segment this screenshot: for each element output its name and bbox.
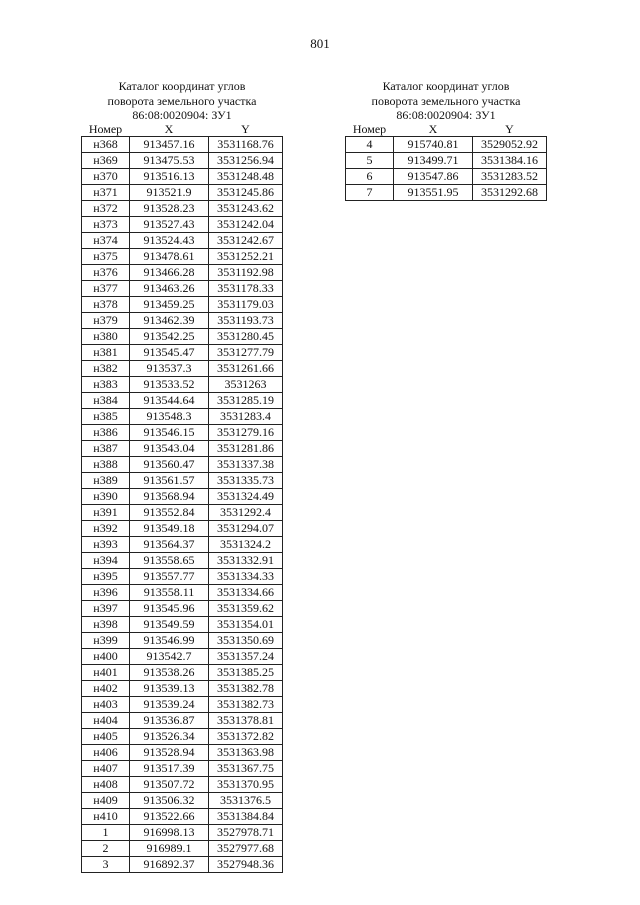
table-row: [82, 296, 283, 312]
column-header-x: X: [428, 121, 438, 136]
cell-x: 913478.61: [130, 248, 209, 264]
cell-x: 913546.15: [130, 424, 209, 440]
table-row: [82, 744, 283, 760]
table-row: [82, 632, 283, 648]
cell-x: 913536.87: [130, 712, 209, 728]
cell-x: 913507.72: [130, 776, 209, 792]
cell-point-number: н379: [82, 312, 130, 328]
cell-x: 913539.24: [130, 696, 209, 712]
cell-y: 3531354.01: [209, 616, 283, 632]
table-row: [82, 440, 283, 456]
table-row: [346, 168, 547, 184]
table-row: [82, 776, 283, 792]
cell-point-number: 4: [346, 136, 394, 152]
right-catalog-title-line: 86:08:0020904: ЗУ1: [396, 108, 496, 122]
table-row: [82, 168, 283, 184]
cell-point-number: н370: [82, 168, 130, 184]
table-row: [346, 152, 547, 168]
cell-point-number: н404: [82, 712, 130, 728]
table-row: [82, 600, 283, 616]
cell-y: 3529052.92: [473, 136, 547, 152]
table-row: [82, 312, 283, 328]
cell-x: 913547.86: [394, 168, 473, 184]
cell-point-number: н386: [82, 424, 130, 440]
cell-y: 3531294.07: [209, 520, 283, 536]
left-catalog-title-line: 86:08:0020904: ЗУ1: [132, 108, 232, 122]
table-row: [82, 408, 283, 424]
table-row: [82, 568, 283, 584]
cell-y: 3531334.66: [209, 584, 283, 600]
table-row: [82, 248, 283, 264]
cell-x: 913557.77: [130, 568, 209, 584]
table-row: [346, 136, 547, 152]
cell-y: 3531285.19: [209, 392, 283, 408]
cell-x: 913506.32: [130, 792, 209, 808]
cell-x: 913544.64: [130, 392, 209, 408]
cell-point-number: 3: [82, 856, 130, 872]
table-row: [82, 200, 283, 216]
cell-point-number: н385: [82, 408, 130, 424]
table-row: [82, 584, 283, 600]
left-table-header-row: [82, 123, 283, 137]
cell-x: 913475.53: [130, 152, 209, 168]
table-row: [82, 360, 283, 376]
cell-y: 3531372.82: [209, 728, 283, 744]
table-row: [82, 856, 283, 872]
cell-point-number: н374: [82, 232, 130, 248]
cell-y: 3531324.49: [209, 488, 283, 504]
table-row: [82, 728, 283, 744]
cell-x: 916892.37: [130, 856, 209, 872]
cell-y: 3531357.24: [209, 648, 283, 664]
cell-y: 3531363.98: [209, 744, 283, 760]
cell-x: 913564.37: [130, 536, 209, 552]
cell-y: 3531292.4: [209, 504, 283, 520]
table-row: [82, 824, 283, 840]
table-row: [82, 280, 283, 296]
cell-y: 3531168.76: [209, 136, 283, 152]
cell-point-number: н380: [82, 328, 130, 344]
cell-point-number: н378: [82, 296, 130, 312]
table-row: [82, 792, 283, 808]
cell-point-number: 6: [346, 168, 394, 184]
cell-x: 913542.7: [130, 648, 209, 664]
cell-point-number: н376: [82, 264, 130, 280]
right-catalog-title: [345, 79, 547, 123]
table-row: [82, 488, 283, 504]
cell-point-number: н384: [82, 392, 130, 408]
cell-x: 913549.18: [130, 520, 209, 536]
cell-x: 913524.43: [130, 232, 209, 248]
table-row: [82, 344, 283, 360]
cell-y: 3527978.71: [209, 824, 283, 840]
cell-point-number: н391: [82, 504, 130, 520]
cell-x: 913462.39: [130, 312, 209, 328]
cell-x: 913521.9: [130, 184, 209, 200]
cell-x: 916998.13: [130, 824, 209, 840]
table-row: [82, 376, 283, 392]
table-row: [82, 392, 283, 408]
left-catalog-title-line: поворота земельного участка: [107, 93, 257, 108]
table-row: [82, 424, 283, 440]
cell-point-number: н407: [82, 760, 130, 776]
cell-x: 913549.59: [130, 616, 209, 632]
cell-point-number: 2: [82, 840, 130, 856]
table-row: [82, 456, 283, 472]
cell-y: 3531385.25: [209, 664, 283, 680]
cell-x: 913542.25: [130, 328, 209, 344]
column-header-x: X: [164, 121, 174, 136]
cell-y: 3531376.5: [209, 792, 283, 808]
cell-y: 3531367.75: [209, 760, 283, 776]
cell-point-number: н371: [82, 184, 130, 200]
cell-x: 913526.34: [130, 728, 209, 744]
cell-point-number: н410: [82, 808, 130, 824]
cell-y: 3531277.79: [209, 344, 283, 360]
cell-x: 916989.1: [130, 840, 209, 856]
table-row: [82, 152, 283, 168]
table-row: [82, 648, 283, 664]
column-header-number: Номер: [88, 121, 123, 136]
cell-x: 913538.26: [130, 664, 209, 680]
table-row: [82, 712, 283, 728]
cell-x: 913457.16: [130, 136, 209, 152]
column-header-y: Y: [505, 121, 514, 136]
left-table-body: [82, 136, 283, 872]
left-catalog-title: [81, 79, 283, 123]
cell-x: 913522.66: [130, 808, 209, 824]
cell-y: 3531382.78: [209, 680, 283, 696]
table-row: [82, 616, 283, 632]
cell-y: 3531245.86: [209, 184, 283, 200]
cell-x: 913516.13: [130, 168, 209, 184]
cell-y: 3531256.94: [209, 152, 283, 168]
cell-y: 3531243.62: [209, 200, 283, 216]
cell-y: 3531279.16: [209, 424, 283, 440]
table-row: [82, 136, 283, 152]
cell-y: 3531324.2: [209, 536, 283, 552]
cell-point-number: н405: [82, 728, 130, 744]
cell-point-number: н403: [82, 696, 130, 712]
cell-point-number: н392: [82, 520, 130, 536]
cell-y: 3527977.68: [209, 840, 283, 856]
cell-x: 913528.94: [130, 744, 209, 760]
cell-y: 3531359.62: [209, 600, 283, 616]
cell-x: 913537.3: [130, 360, 209, 376]
cell-point-number: н383: [82, 376, 130, 392]
cell-point-number: н381: [82, 344, 130, 360]
table-row: [82, 680, 283, 696]
cell-point-number: н398: [82, 616, 130, 632]
cell-point-number: н401: [82, 664, 130, 680]
cell-x: 913539.13: [130, 680, 209, 696]
cell-y: 3531193.73: [209, 312, 283, 328]
cell-x: 913533.52: [130, 376, 209, 392]
cell-point-number: 7: [346, 184, 394, 200]
table-row: [82, 536, 283, 552]
table-row: [82, 184, 283, 200]
cell-y: 3531248.48: [209, 168, 283, 184]
table-row: [346, 184, 547, 200]
table-row: [82, 808, 283, 824]
cell-y: 3531335.73: [209, 472, 283, 488]
right-coordinates-table: [345, 123, 547, 201]
right-table-body: [346, 136, 547, 200]
table-row: [82, 840, 283, 856]
table-row: [82, 328, 283, 344]
cell-y: 3531370.95: [209, 776, 283, 792]
table-row: [82, 520, 283, 536]
cell-y: 3531263: [209, 376, 283, 392]
cell-y: 3531242.04: [209, 216, 283, 232]
cell-point-number: н396: [82, 584, 130, 600]
cell-point-number: н382: [82, 360, 130, 376]
cell-x: 913463.26: [130, 280, 209, 296]
cell-x: 913560.47: [130, 456, 209, 472]
cell-point-number: н377: [82, 280, 130, 296]
cell-point-number: н373: [82, 216, 130, 232]
right-catalog: [345, 79, 547, 201]
cell-point-number: н389: [82, 472, 130, 488]
cell-point-number: н409: [82, 792, 130, 808]
cell-x: 915740.81: [394, 136, 473, 152]
cell-x: 913517.39: [130, 760, 209, 776]
column-header-y: Y: [241, 121, 250, 136]
table-row: [82, 760, 283, 776]
cell-point-number: н399: [82, 632, 130, 648]
cell-x: 913548.3: [130, 408, 209, 424]
cell-y: 3531350.69: [209, 632, 283, 648]
cell-x: 913527.43: [130, 216, 209, 232]
cell-point-number: н368: [82, 136, 130, 152]
cell-y: 3531252.21: [209, 248, 283, 264]
cell-x: 913466.28: [130, 264, 209, 280]
cell-point-number: н395: [82, 568, 130, 584]
cell-y: 3531384.84: [209, 808, 283, 824]
table-row: [82, 216, 283, 232]
cell-point-number: н397: [82, 600, 130, 616]
cell-x: 913545.47: [130, 344, 209, 360]
cell-y: 3531384.16: [473, 152, 547, 168]
left-catalog-title-line: Каталог координат углов: [118, 79, 246, 93]
cell-x: 913545.96: [130, 600, 209, 616]
cell-point-number: н408: [82, 776, 130, 792]
left-catalog: [81, 79, 283, 873]
cell-point-number: н369: [82, 152, 130, 168]
cell-point-number: 5: [346, 152, 394, 168]
cell-point-number: н394: [82, 552, 130, 568]
cell-x: 913568.94: [130, 488, 209, 504]
cell-x: 913528.23: [130, 200, 209, 216]
cell-x: 913561.57: [130, 472, 209, 488]
cell-x: 913499.71: [394, 152, 473, 168]
table-row: [82, 552, 283, 568]
cell-point-number: н372: [82, 200, 130, 216]
cell-y: 3531280.45: [209, 328, 283, 344]
cell-y: 3531178.33: [209, 280, 283, 296]
cell-point-number: н387: [82, 440, 130, 456]
cell-y: 3531261.66: [209, 360, 283, 376]
right-catalog-title-line: поворота земельного участка: [371, 93, 521, 108]
cell-point-number: н402: [82, 680, 130, 696]
cell-point-number: н406: [82, 744, 130, 760]
cell-x: 913459.25: [130, 296, 209, 312]
cell-y: 3531292.68: [473, 184, 547, 200]
table-row: [82, 504, 283, 520]
cell-x: 913551.95: [394, 184, 473, 200]
cell-y: 3531382.73: [209, 696, 283, 712]
column-header-number: Номер: [352, 121, 387, 136]
left-coordinates-table: [81, 123, 283, 873]
cell-y: 3531192.98: [209, 264, 283, 280]
right-catalog-title-line: Каталог координат углов: [382, 79, 510, 93]
cell-y: 3531334.33: [209, 568, 283, 584]
cell-y: 3527948.36: [209, 856, 283, 872]
cell-x: 913552.84: [130, 504, 209, 520]
cell-x: 913546.99: [130, 632, 209, 648]
cell-y: 3531281.86: [209, 440, 283, 456]
cell-point-number: 1: [82, 824, 130, 840]
cell-y: 3531332.91: [209, 552, 283, 568]
cell-point-number: н375: [82, 248, 130, 264]
cell-point-number: н390: [82, 488, 130, 504]
table-row: [82, 472, 283, 488]
page-number: 801: [310, 36, 330, 51]
cell-y: 3531242.67: [209, 232, 283, 248]
table-row: [82, 696, 283, 712]
cell-y: 3531179.03: [209, 296, 283, 312]
cell-point-number: н388: [82, 456, 130, 472]
cell-point-number: н393: [82, 536, 130, 552]
cell-x: 913558.11: [130, 584, 209, 600]
table-row: [82, 264, 283, 280]
right-table-header-row: [346, 123, 547, 137]
cell-x: 913558.65: [130, 552, 209, 568]
table-row: [82, 664, 283, 680]
cell-y: 3531283.52: [473, 168, 547, 184]
cell-point-number: н400: [82, 648, 130, 664]
cell-y: 3531378.81: [209, 712, 283, 728]
cell-y: 3531283.4: [209, 408, 283, 424]
cell-x: 913543.04: [130, 440, 209, 456]
table-row: [82, 232, 283, 248]
cell-y: 3531337.38: [209, 456, 283, 472]
